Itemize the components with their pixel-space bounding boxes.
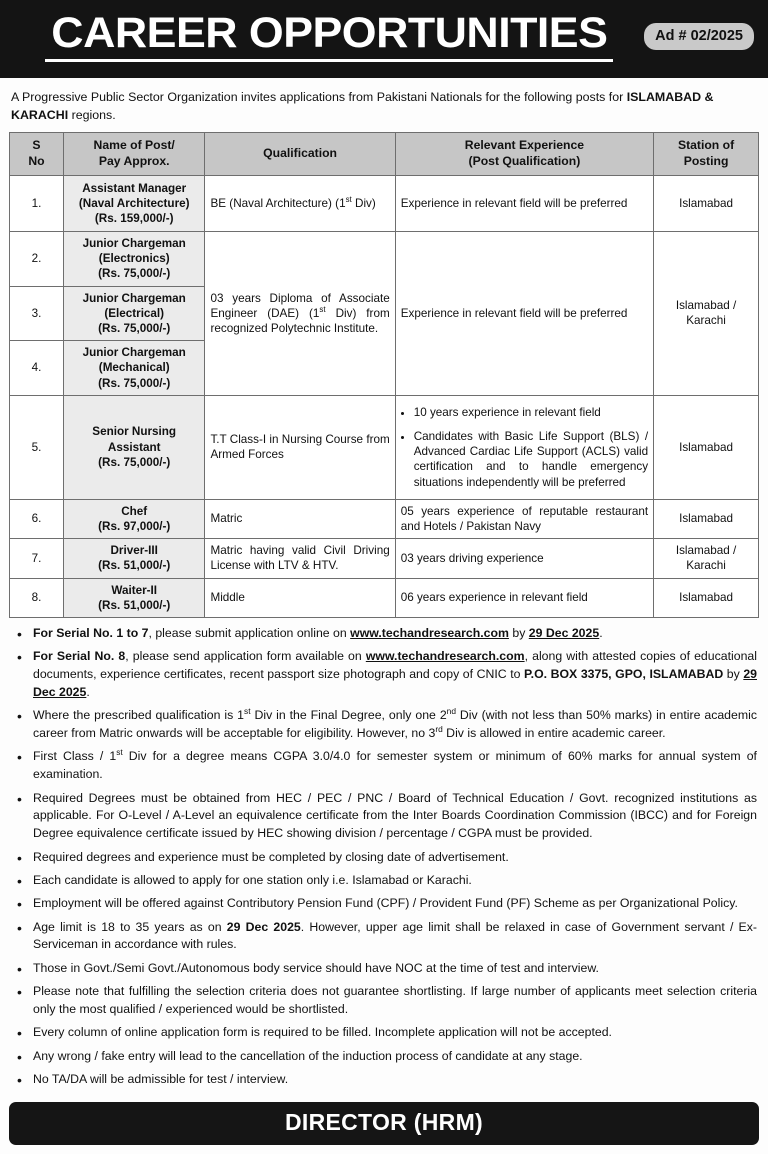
post-subtitle: (Electronics): [98, 252, 170, 266]
table-row: [10, 539, 759, 578]
age-limit-date: 29 Dec 2025: [226, 919, 301, 934]
deadline-date: 29 Dec 2025: [528, 625, 600, 640]
column-header-experience: [395, 133, 653, 176]
note-item-serial-1-to-7: [11, 625, 757, 643]
post-title: Chef: [121, 504, 148, 518]
note-item-noc-requirement: • Those in Govt./Semi Govt./Autonomous body service should have NOC at the time of test and interview.: [11, 960, 757, 978]
intro-paragraph: [11, 89, 757, 124]
ordinal-suffix: rd: [435, 724, 443, 735]
exp-header-line2: (Post Qualification): [468, 154, 581, 169]
footer-section: [0, 1100, 768, 1154]
column-header-sno: [10, 133, 64, 176]
stn-header-line1: Station of: [677, 138, 735, 153]
row-experience-merged: Experience in relevant field will be preferred: [395, 231, 653, 395]
table-row: [10, 231, 759, 286]
row-qualification: Matric: [205, 499, 395, 538]
experience-bullet: • Candidates with Basic Life Support (BLS) / Advanced Cardiac Life Support (ACLS) valid certification and to handle emergency situations independently will be preferred: [414, 429, 648, 490]
post-title: Senior Nursing: [92, 425, 177, 439]
row-post: [63, 499, 205, 538]
post-pay: (Rs. 75,000/-): [98, 376, 171, 390]
exp-header-line1: Relevant Experience: [464, 138, 585, 153]
instructions-list: [11, 625, 757, 1094]
note-item-age-limit: [11, 919, 757, 955]
application-website-link[interactable]: www.techandresearch.com: [365, 649, 525, 664]
row-serial: 7.: [10, 539, 64, 578]
post-title: Assistant Manager: [82, 181, 187, 195]
post-pay: (Rs. 75,000/-): [98, 455, 171, 469]
sno-header-line1: S: [32, 138, 41, 153]
ordinal-suffix: nd: [446, 706, 456, 717]
note-text: Where the prescribed qualification is 1: [33, 708, 245, 723]
row-post: [63, 175, 205, 231]
post-pay: (Rs. 97,000/-): [98, 519, 171, 533]
row-station: Islamabad: [654, 395, 759, 499]
ad-number-badge: Ad # 02/2025: [644, 23, 754, 50]
title-underline: [45, 59, 612, 62]
note-text: by: [508, 625, 529, 640]
note-item-shortlisting: • Please note that fulfilling the selection criteria does not guarantee shortlisting. If large number of applicants meet selection criteria only the most qualified / experienced would be shortlisted.: [11, 983, 757, 1019]
note-text: Age limit is 18 to 35 years as on: [33, 919, 227, 934]
note-text: Div (with not less than 50% marks) in entire academic career from Matric onwards will be acceptable for eligibility. However, no 3: [33, 708, 757, 741]
row-experience: 05 years experience of reputable restaurant and Hotels / Pakistan Navy: [395, 499, 653, 538]
station-line1: Islamabad /: [675, 299, 737, 313]
note-text: by: [723, 667, 744, 682]
station-line1: Islamabad /: [675, 544, 737, 558]
note-text: Div is allowed in entire academic career.: [442, 726, 666, 741]
note-text: . However, upper age limit shall be relaxed in case of Government servant / Ex-Serviceman in accordance with rules.: [33, 919, 758, 952]
note-text: Div in the Final Degree, only one 2: [250, 708, 447, 723]
row-qualification: BE (Naval Architecture) (1st Div): [205, 175, 395, 231]
column-header-qualification: Qualification: [205, 133, 395, 176]
row-experience: Experience in relevant field will be preferred: [395, 175, 653, 231]
table-row: [10, 395, 759, 499]
table-row: [10, 175, 759, 231]
row-station: [654, 539, 759, 578]
stn-header-line2: Posting: [683, 154, 729, 169]
note-bold-lead: For Serial No. 8: [33, 649, 126, 664]
table-header-row: [10, 133, 759, 176]
post-header-line2: Pay Approx.: [98, 154, 170, 169]
row-serial: 8.: [10, 578, 64, 617]
post-title: Junior Chargeman: [82, 291, 186, 305]
row-qualification: Middle: [205, 578, 395, 617]
note-item-complete-form: • Every column of online application form is required to be filled. Incomplete application will not be accepted.: [11, 1024, 757, 1042]
post-title: Junior Chargeman: [82, 236, 186, 250]
intro-text-1: A Progressive Public Sector Organization invites applications from Pakistani Nationals for the following posts for: [11, 90, 627, 104]
row-post: [63, 341, 205, 396]
note-text: .: [599, 625, 603, 640]
post-pay: (Rs. 51,000/-): [98, 598, 171, 612]
station-line2: Karachi: [686, 314, 726, 328]
postal-address: P.O. BOX 3375, GPO, ISLAMABAD: [524, 667, 724, 682]
row-qualification-merged: 03 years Diploma of Associate Engineer (DAE) (1st Div) from recognized Polytechnic Institute.: [205, 231, 395, 395]
sno-header-line2: No: [28, 154, 45, 169]
post-pay: (Rs. 75,000/-): [98, 267, 171, 281]
row-station: Islamabad: [654, 578, 759, 617]
experience-bullet-list: [401, 405, 648, 490]
intro-regions: ISLAMABAD & KARACHI: [11, 90, 714, 122]
experience-bullet: • 10 years experience in relevant field: [414, 405, 648, 420]
row-station-merged: [654, 231, 759, 395]
row-post: [63, 231, 205, 286]
post-header-line1: Name of Post/: [93, 138, 175, 153]
row-serial: 3.: [10, 286, 64, 341]
note-item-first-class-definition: [11, 748, 757, 784]
column-header-post: [63, 133, 205, 176]
row-qualification: Matric having valid Civil Driving License with LTV & HTV.: [205, 539, 395, 578]
row-qualification: T.T Class-I in Nursing Course from Armed Forces: [205, 395, 395, 499]
row-station: Islamabad: [654, 175, 759, 231]
table-row: [10, 578, 759, 617]
note-text: Div for a degree means CGPA 3.0/4.0 for semester system or minimum of 60% marks for annual system of examination.: [33, 749, 757, 782]
header-banner: [0, 0, 768, 78]
note-text: , along with attested copies of educational documents, experience certificates, recent passport size photograph and copy of CNIC to: [33, 649, 757, 682]
row-post: [63, 286, 205, 341]
note-item-fake-entry: • Any wrong / fake entry will lead to the cancellation of the induction process of candidate at any stage.: [11, 1048, 757, 1066]
row-station: Islamabad: [654, 499, 759, 538]
row-serial: 5.: [10, 395, 64, 499]
row-serial: 2.: [10, 231, 64, 286]
note-item-degree-recognition: • Required Degrees must be obtained from HEC / PEC / PNC / Board of Technical Education / Govt. recognized institutions as applicable. For O-Level / A-Level an equivalence certificate from the Inter Boards Coordination Commission (IBCC) and for Foreign Degree equivalence certificate issued by HEC showing division / percentage / CGPA must be provided.: [11, 790, 757, 843]
note-item-division-criteria: [11, 707, 757, 743]
post-pay: (Rs. 75,000/-): [98, 321, 171, 335]
row-serial: 4.: [10, 341, 64, 396]
row-experience: 03 years driving experience: [395, 539, 653, 578]
note-text: .: [86, 684, 90, 699]
station-line2: Karachi: [686, 559, 726, 573]
row-post: [63, 539, 205, 578]
row-post: [63, 578, 205, 617]
row-serial: 1.: [10, 175, 64, 231]
column-header-station: [654, 133, 759, 176]
note-item-single-station: • Each candidate is allowed to apply for one station only i.e. Islamabad or Karachi.: [11, 872, 757, 890]
note-text: First Class / 1: [33, 749, 117, 764]
post-subtitle: Assistant: [107, 440, 161, 454]
header-title-group: [14, 9, 634, 62]
posts-table: [9, 132, 759, 618]
note-item-closing-date: • Required degrees and experience must be completed by closing date of advertisement.: [11, 849, 757, 867]
post-title: Waiter-II: [111, 583, 158, 597]
post-pay: (Rs. 51,000/-): [98, 559, 171, 573]
ordinal-suffix: st: [116, 747, 123, 758]
deadline-date: 29 Dec 2025: [33, 667, 757, 699]
ordinal-suffix: st: [244, 706, 251, 717]
note-item-no-tada: • No TA/DA will be admissible for test / interview.: [11, 1071, 757, 1089]
note-text: , please send application form available on: [125, 649, 366, 664]
row-experience: 06 years experience in relevant field: [395, 578, 653, 617]
post-subtitle: (Electrical): [104, 306, 165, 320]
row-experience: [395, 395, 653, 499]
table-row: [10, 499, 759, 538]
row-serial: 6.: [10, 499, 64, 538]
post-title: Driver-III: [110, 544, 158, 558]
post-pay: (Rs. 159,000/-): [94, 212, 174, 226]
page-title: CAREER OPPORTUNITIES: [50, 9, 608, 58]
director-signature: DIRECTOR (HRM): [9, 1102, 759, 1145]
post-title: Junior Chargeman: [82, 346, 186, 360]
note-bold-lead: For Serial No. 1 to 7: [33, 625, 149, 640]
note-item-serial-8: [11, 648, 757, 701]
document-body: [0, 78, 768, 1100]
row-post: [63, 395, 205, 499]
intro-text-2: regions.: [68, 107, 116, 122]
post-subtitle: (Naval Architecture): [78, 196, 190, 210]
note-text: , please submit application online on: [148, 625, 351, 640]
post-subtitle: (Mechanical): [98, 361, 170, 375]
application-website-link[interactable]: www.techandresearch.com: [350, 625, 509, 640]
note-item-pension-scheme: • Employment will be offered against Contributory Pension Fund (CPF) / Provident Fund (PF) Scheme as per Organizational Policy.: [11, 895, 757, 913]
